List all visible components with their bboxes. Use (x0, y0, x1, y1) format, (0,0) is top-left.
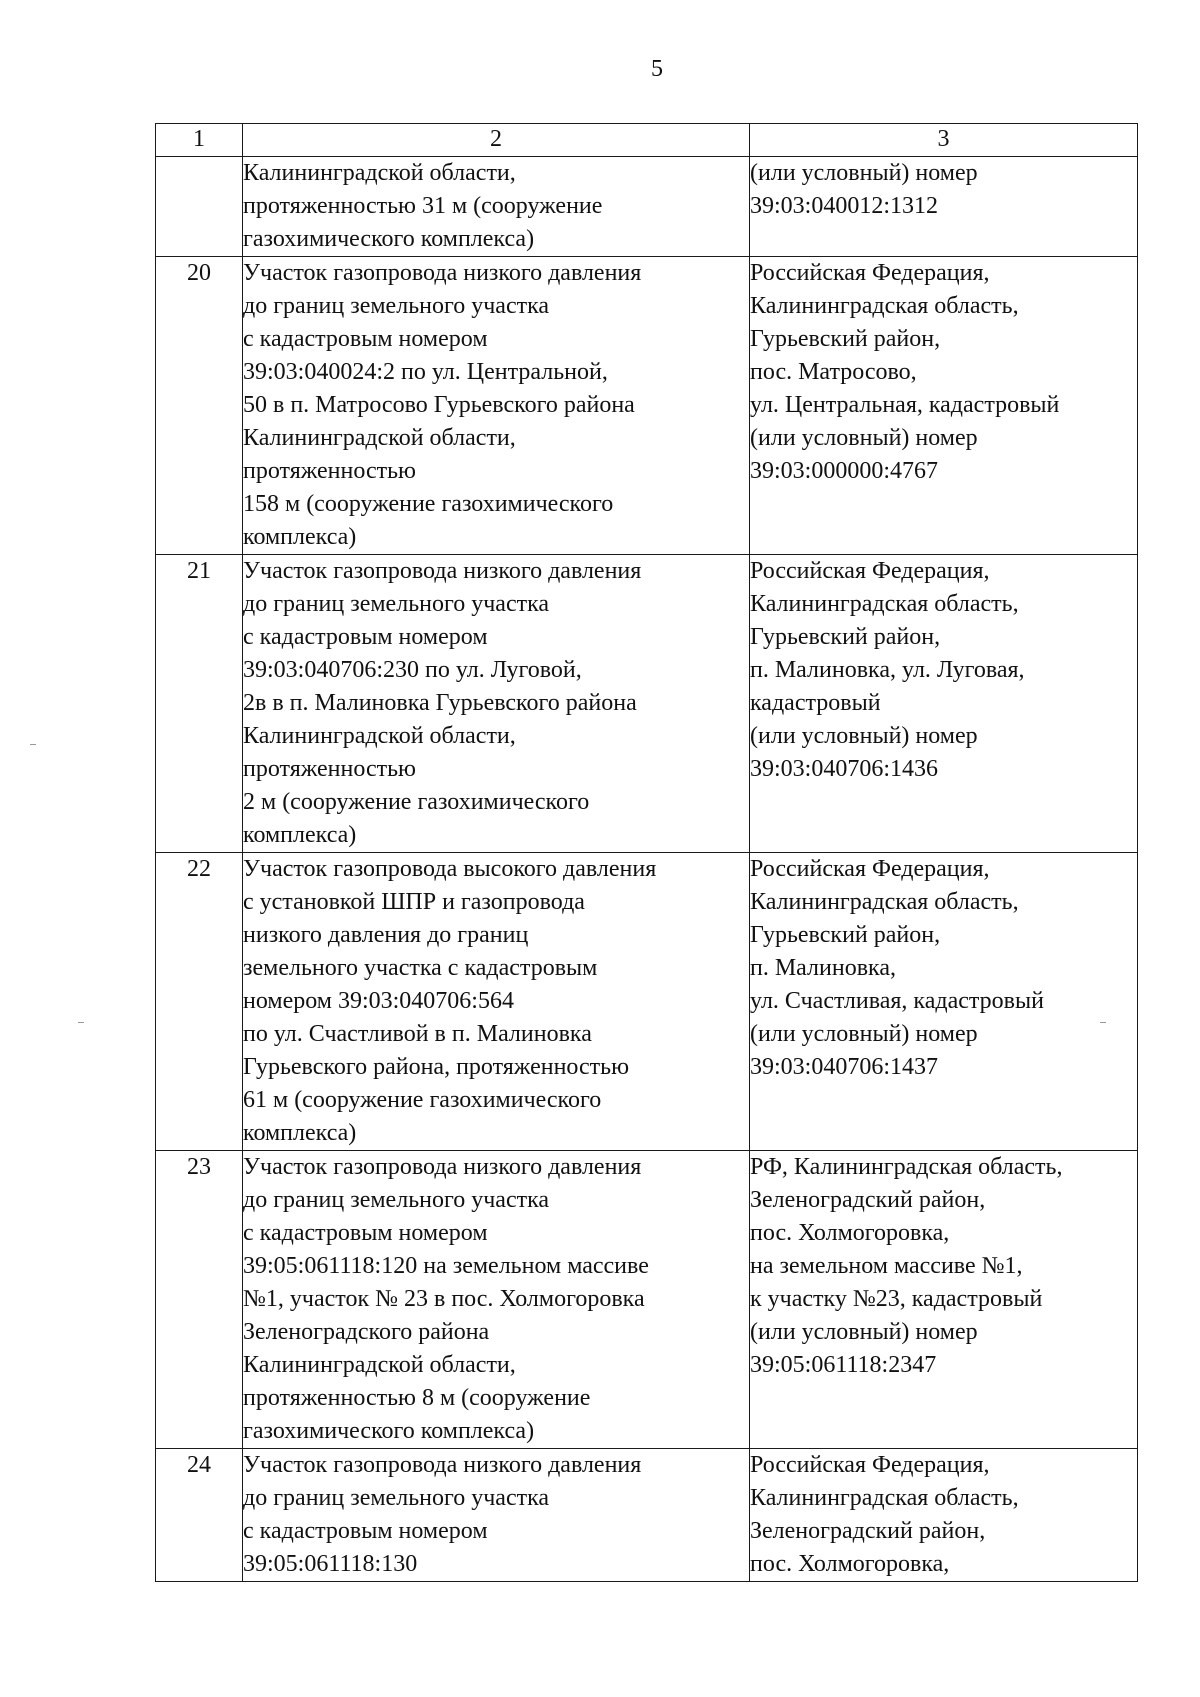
text-line: Зеленоградский район, (750, 1518, 986, 1544)
text-line: 39:03:040706:230 по ул. Луговой, (243, 657, 582, 683)
text-line: Российская Федерация, (750, 558, 990, 584)
text-line: Калининградской области, (243, 723, 516, 749)
text-line: п. Малиновка, (750, 955, 896, 981)
text-line: Участок газопровода низкого давления (243, 558, 642, 584)
text-line: с кадастровым номером (243, 1220, 488, 1246)
text-line: Участок газопровода высокого давления (243, 856, 657, 882)
text-line: земельного участка с кадастровым (243, 955, 598, 981)
object-description (243, 157, 750, 257)
text-line: 2в в п. Малиновка Гурьевского района (243, 690, 637, 716)
text-line: протяженностью (243, 756, 416, 782)
text-line: Калининградской области, (243, 160, 516, 186)
object-address (750, 1449, 1138, 1582)
table-body (156, 124, 1138, 1582)
scan-mark (78, 1022, 84, 1023)
text-line: Участок газопровода низкого давления (243, 1452, 642, 1478)
table-row (156, 1449, 1138, 1582)
text-line: до границ земельного участка (243, 1187, 550, 1213)
table-row (156, 257, 1138, 555)
text-line: Российская Федерация, (750, 260, 990, 286)
text-line: Гурьевский район, (750, 326, 941, 352)
text-line: (или условный) номер (750, 160, 978, 186)
text-line: РФ, Калининградская область, (750, 1154, 1063, 1180)
row-number (156, 157, 243, 257)
text-line: 50 в п. Матросово Гурьевского района (243, 392, 635, 418)
object-description (243, 257, 750, 555)
scan-mark (30, 744, 36, 745)
table-row (156, 157, 1138, 257)
text-line: 61 м (сооружение газохимического (243, 1087, 602, 1113)
text-line: номером 39:03:040706:564 (243, 988, 514, 1014)
text-line: к участку №23, кадастровый (750, 1286, 1043, 1312)
text-line: (или условный) номер (750, 1319, 978, 1345)
text-line: до границ земельного участка (243, 1485, 550, 1511)
text-line: низкого давления до границ (243, 922, 529, 948)
row-number: 24 (156, 1449, 243, 1582)
row-number: 21 (156, 555, 243, 853)
text-line: с кадастровым номером (243, 326, 488, 352)
text-line: Зеленоградского района (243, 1319, 490, 1345)
text-line: ул. Счастливая, кадастровый (750, 988, 1044, 1014)
text-line: Калининградская область, (750, 591, 1019, 617)
text-line: 39:05:061118:2347 (750, 1352, 937, 1378)
table-row (156, 853, 1138, 1151)
scan-mark (1100, 1022, 1106, 1023)
text-line: Зеленоградский район, (750, 1187, 986, 1213)
text-line: 158 м (сооружение газохимического (243, 491, 614, 517)
text-line: газохимического комплекса) (243, 226, 535, 252)
text-line: Гурьевский район, (750, 922, 941, 948)
object-address (750, 157, 1138, 257)
text-line: 39:05:061118:120 на земельном массиве (243, 1253, 649, 1279)
text-line: Калининградская область, (750, 1485, 1019, 1511)
object-address (750, 555, 1138, 853)
text-line: 39:03:040012:1312 (750, 193, 939, 219)
page-number: 5 (651, 56, 663, 82)
text-line: Участок газопровода низкого давления (243, 1154, 642, 1180)
text-line: комплекса) (243, 524, 357, 550)
column-header-1: 1 (156, 124, 243, 157)
column-header-2: 2 (243, 124, 750, 157)
text-line: Калининградская область, (750, 889, 1019, 915)
text-line: Российская Федерация, (750, 1452, 990, 1478)
text-line: Гурьевский район, (750, 624, 941, 650)
text-line: 39:03:040706:1436 (750, 756, 939, 782)
text-line: №1, участок № 23 в пос. Холмогоровка (243, 1286, 645, 1312)
text-line: пос. Холмогоровка, (750, 1220, 950, 1246)
table-row (156, 555, 1138, 853)
row-number: 22 (156, 853, 243, 1151)
text-line: до границ земельного участка (243, 591, 550, 617)
table-row (156, 1151, 1138, 1449)
row-number: 23 (156, 1151, 243, 1449)
object-description (243, 555, 750, 853)
object-address (750, 853, 1138, 1151)
object-description (243, 1449, 750, 1582)
text-line: (или условный) номер (750, 1021, 978, 1047)
text-line: на земельном массиве №1, (750, 1253, 1023, 1279)
text-line: комплекса) (243, 822, 357, 848)
text-line: 39:03:040706:1437 (750, 1054, 939, 1080)
object-address (750, 257, 1138, 555)
table-header-row (156, 124, 1138, 157)
text-line: Гурьевского района, протяженностью (243, 1054, 630, 1080)
text-line: Калининградской области, (243, 425, 516, 451)
text-line: до границ земельного участка (243, 293, 550, 319)
text-line: 39:05:061118:130 (243, 1551, 418, 1577)
text-line: Калининградской области, (243, 1352, 516, 1378)
text-line: (или условный) номер (750, 723, 978, 749)
text-line: п. Малиновка, ул. Луговая, (750, 657, 1025, 683)
text-line: пос. Матросово, (750, 359, 917, 385)
text-line: кадастровый (750, 690, 881, 716)
object-description (243, 853, 750, 1151)
column-header-3: 3 (750, 124, 1138, 157)
text-line: ул. Центральная, кадастровый (750, 392, 1060, 418)
text-line: Участок газопровода низкого давления (243, 260, 642, 286)
text-line: комплекса) (243, 1120, 357, 1146)
object-address (750, 1151, 1138, 1449)
text-line: 2 м (сооружение газохимического (243, 789, 590, 815)
text-line: протяженностью 31 м (сооружение (243, 193, 603, 219)
text-line: протяженностью (243, 458, 416, 484)
text-line: 39:03:000000:4767 (750, 458, 939, 484)
text-line: с установкой ШПР и газопровода (243, 889, 585, 915)
text-line: пос. Холмогоровка, (750, 1551, 950, 1577)
text-line: с кадастровым номером (243, 624, 488, 650)
row-number: 20 (156, 257, 243, 555)
object-description (243, 1151, 750, 1449)
objects-table (155, 123, 1138, 1582)
text-line: (или условный) номер (750, 425, 978, 451)
text-line: Калининградская область, (750, 293, 1019, 319)
text-line: по ул. Счастливой в п. Малиновка (243, 1021, 592, 1047)
text-line: Российская Федерация, (750, 856, 990, 882)
text-line: газохимического комплекса) (243, 1418, 535, 1444)
text-line: с кадастровым номером (243, 1518, 488, 1544)
text-line: протяженностью 8 м (сооружение (243, 1385, 591, 1411)
text-line: 39:03:040024:2 по ул. Центральной, (243, 359, 608, 385)
